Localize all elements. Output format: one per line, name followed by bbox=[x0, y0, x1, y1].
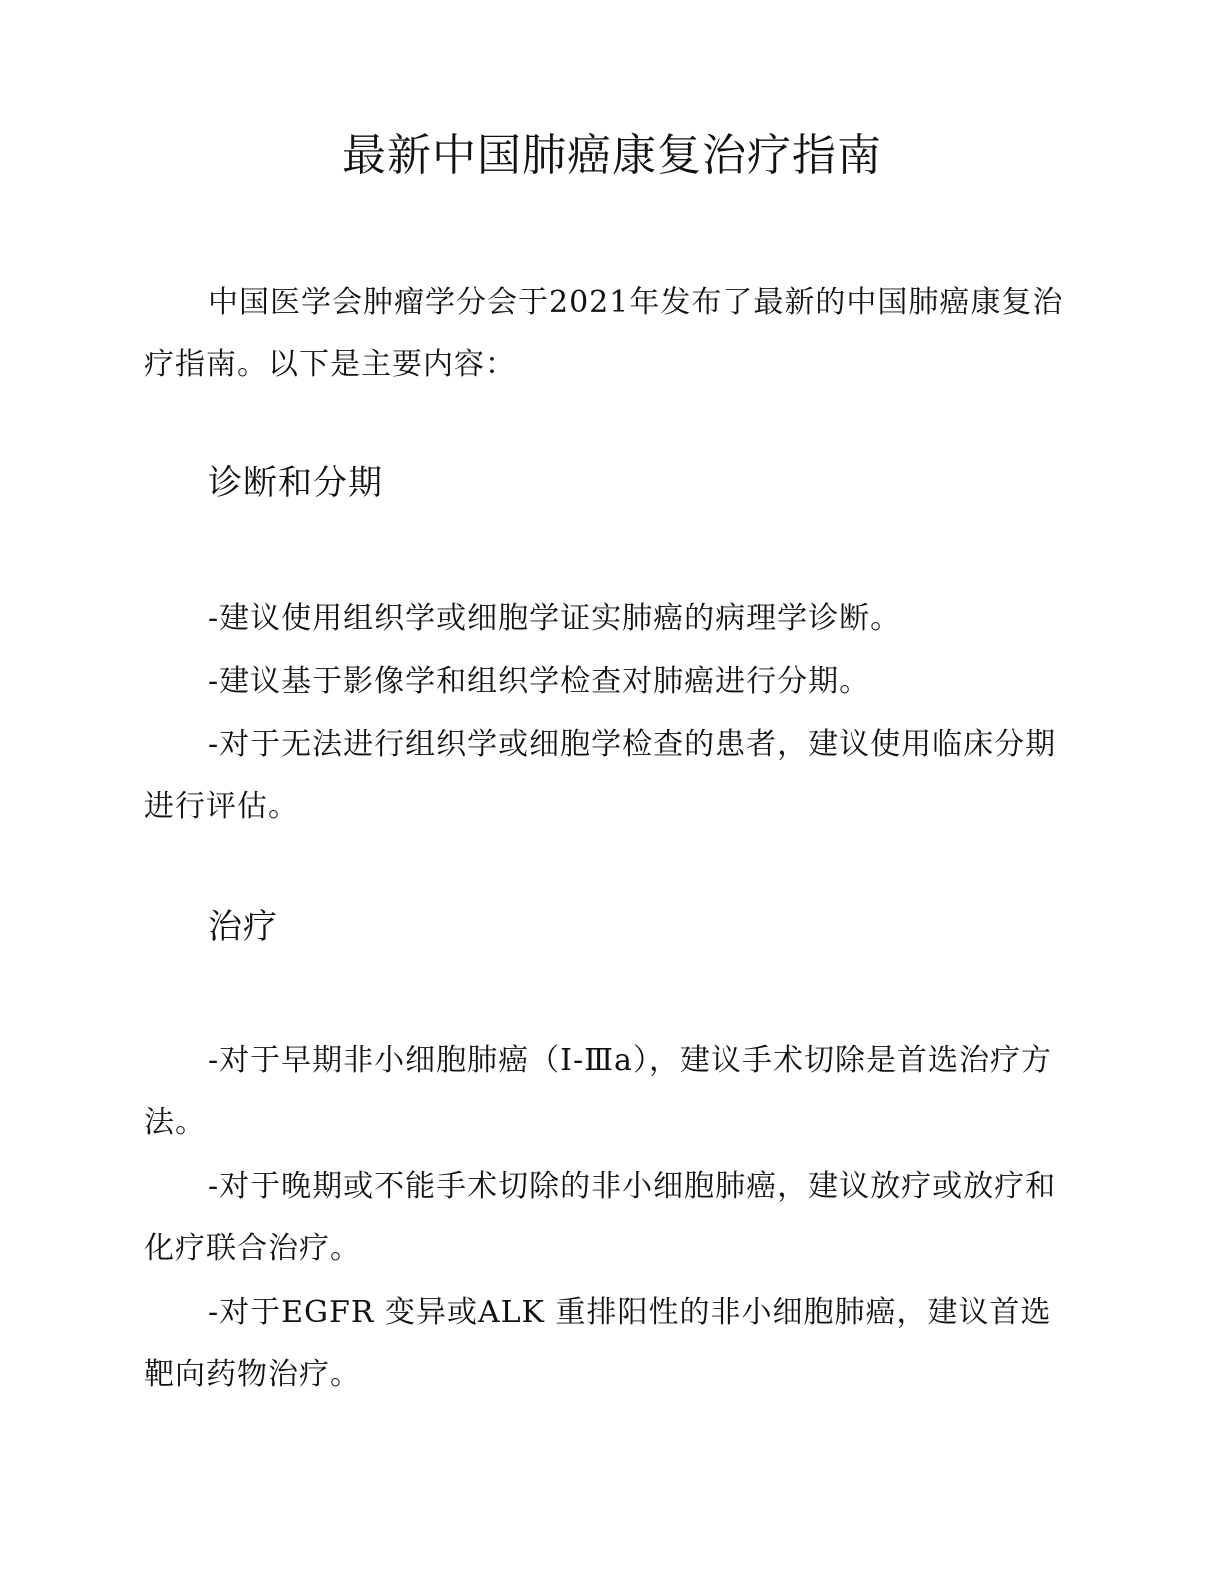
list-item: -对于无法进行组织学或细胞学检查的患者，建议使用临床分期进行评估。 bbox=[144, 727, 1057, 824]
section-heading-diagnosis: 诊断和分期 bbox=[208, 463, 383, 503]
intro-paragraph: 中国医学会肿瘤学分会于2021年发布了最新的中国肺癌康复治疗指南。以下是主要内容： bbox=[144, 285, 1064, 382]
list-item: -对于早期非小细胞肺癌（Ⅰ-Ⅲa），建议手术切除是首选治疗方法。 bbox=[144, 1043, 1052, 1140]
list-item: -对于EGFR 变异或ALK 重排阳性的非小细胞肺癌，建议首选靶向药物治疗。 bbox=[144, 1295, 1052, 1392]
section-heading-treatment: 治疗 bbox=[208, 907, 278, 947]
document-title: 最新中国肺癌康复治疗指南 bbox=[342, 130, 882, 181]
list-item: -建议使用组织学或细胞学证实肺癌的病理学诊断。 bbox=[208, 601, 902, 636]
list-item: -建议基于影像学和组织学检查对肺癌进行分期。 bbox=[208, 664, 871, 699]
list-item: -对于晚期或不能手术切除的非小细胞肺癌，建议放疗或放疗和化疗联合治疗。 bbox=[144, 1169, 1057, 1266]
